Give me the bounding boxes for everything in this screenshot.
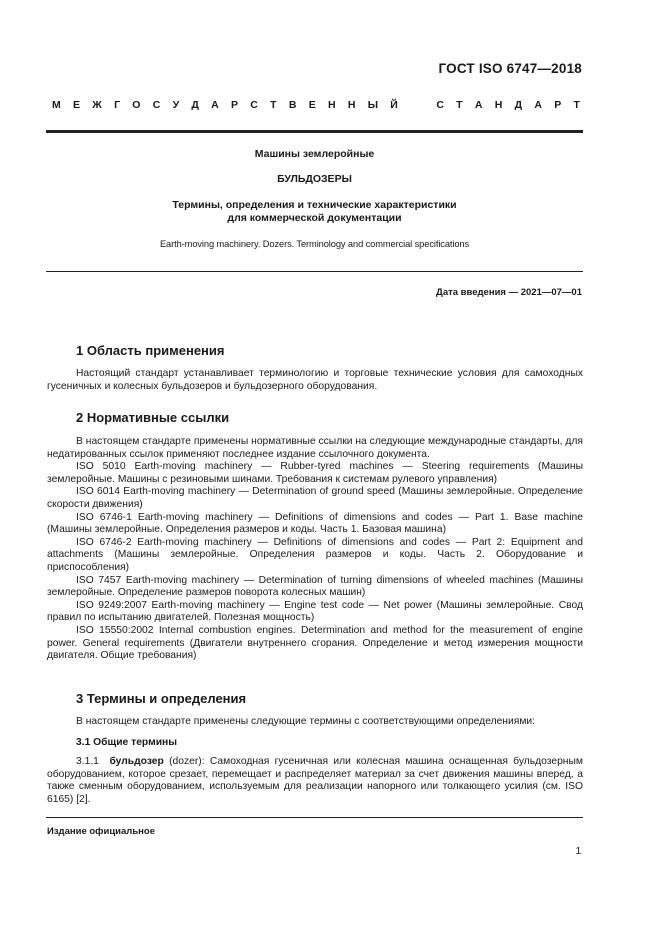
section-1-heading: 1 Область применения	[76, 343, 225, 358]
term-name: бульдозер	[109, 756, 164, 767]
header-rule	[46, 130, 583, 133]
banner-letter: А	[474, 99, 483, 111]
title-category: Машины землеройные	[254, 148, 375, 160]
reference-item: ISO 6014 Earth-moving machinery — Determination of ground speed (Машины землеройные. Определение скорости движения)	[47, 486, 583, 510]
section-3-intro	[47, 716, 583, 729]
banner-letter: У	[172, 99, 180, 111]
banner-letter: Р	[554, 99, 562, 111]
title-subtitle	[46, 199, 583, 225]
standard-id: ГОСТ ISO 6747—2018	[438, 61, 582, 76]
section-3-heading: 3 Термины и определения	[76, 691, 247, 706]
paragraph: В настоящем стандарте применены следующие термины с соответствующими определениями:	[76, 716, 536, 727]
banner-letter: В	[288, 99, 297, 111]
reference-item: ISO 9249:2007 Earth-moving machinery — Engine test code — Net power (Машины землеройные. Свод правил по испытанию двигателей. Полезная мощность)	[47, 599, 583, 624]
title-subtitle-line-1: Термины, определения и технические характеристики	[172, 199, 457, 211]
section-2-body	[47, 436, 583, 663]
paragraph: Настоящий стандарт устанавливает терминологию и торговые технические условия для самоходных гусеничных и колесных бульдозеров и бульдозерного оборудования.	[47, 368, 583, 392]
section-2-heading: 2 Нормативные ссылки	[76, 410, 230, 425]
banner-letter: Ы	[367, 99, 378, 111]
banner-letter: Д	[191, 99, 199, 111]
term-definition-text: Самоходная гусеничная или колесная машина оснащенная бульдозерным оборудованием, которое срезает, перемещает и распределяет материал за счет движения машины вперед, а также сменным оборудованием, используемым для реализации напорного или толкающего усилия (см. ISO 6165) [2].	[47, 756, 583, 805]
banner-letter: Р	[231, 99, 239, 111]
banner-letter: Д	[514, 99, 523, 111]
subsection-3-1-heading: 3.1 Общие термины	[76, 737, 178, 748]
term-english: (dozer):	[169, 756, 205, 767]
title-english: Earth-moving machinery. Dozers. Terminology and commercial specifications	[159, 239, 470, 249]
banner-letter: Н	[327, 99, 336, 111]
title-rule	[46, 271, 583, 272]
banner-letter: С	[250, 99, 258, 111]
title-subtitle-line-2: для коммерческой документации	[227, 212, 402, 224]
page-number: 1	[575, 846, 581, 857]
banner-letter: Г	[114, 99, 121, 111]
section-1-body	[47, 368, 583, 393]
footer-rule	[46, 817, 583, 818]
banner-letter: Н	[347, 99, 356, 111]
banner-letter: Ж	[92, 99, 102, 111]
banner-word-gap	[410, 99, 424, 111]
banner-letter: О	[132, 99, 141, 111]
banner-letter: С	[436, 99, 444, 111]
official-edition-label: Издание официальное	[47, 826, 155, 837]
reference-item: ISO 7457 Earth-moving machinery — Determination of turning dimensions of wheeled machines (Машины землеройные. Определение размеров поворота колесных машин)	[47, 574, 583, 599]
term-number: 3.1.1	[76, 756, 99, 767]
term-paragraph	[47, 756, 583, 806]
introduction-date: Дата введения — 2021—07—01	[436, 287, 582, 298]
interstate-standard-banner	[52, 99, 580, 111]
banner-letter: Й	[390, 99, 398, 111]
reference-item: ISO 6746-1 Earth-moving machinery — Definitions of dimensions and codes — Part 1. Base machine (Машины землеройные. Определения размеров и коды. Часть 1. Базовая машина)	[47, 511, 583, 536]
term-definition	[47, 756, 583, 806]
banner-letter: Т	[270, 99, 277, 111]
banner-letter: Т	[573, 99, 580, 111]
reference-item: ISO 5010 Earth-moving machinery — Rubber-tyred machines — Steering requirements (Машины землеройные. Машины с резиновыми шинами. Требования к системам рулевого управления)	[47, 461, 583, 485]
banner-letter: Т	[456, 99, 463, 111]
paragraph: В настоящем стандарте применены нормативные ссылки на следующие международные стандарты, для недатированных ссылок применяют последнее издание ссылочного документа.	[47, 436, 583, 460]
banner-letter: А	[534, 99, 542, 111]
reference-item: ISO 6746-2 Earth-moving machinery — Definitions of dimensions and codes — Part 2: Equipment and attachments (Машины землеройные. Определения размеров и коды. Часть 2. Оборудование и приспособления)	[47, 536, 583, 573]
banner-letter: С	[152, 99, 161, 111]
reference-item: ISO 15550:2002 Internal combustion engines. Determination and method for the measurement of engine power. General requirements (Двигатели внутреннего сгорания. Определение и метод измерения мощности двигателя. Общие требования)	[47, 624, 583, 662]
banner-letter: М	[52, 99, 61, 111]
banner-letter: Е	[308, 99, 316, 111]
banner-letter: А	[211, 99, 219, 111]
title-main: БУЛЬДОЗЕРЫ	[277, 173, 352, 185]
banner-letter: Е	[73, 99, 81, 111]
banner-letter: Н	[494, 99, 503, 111]
